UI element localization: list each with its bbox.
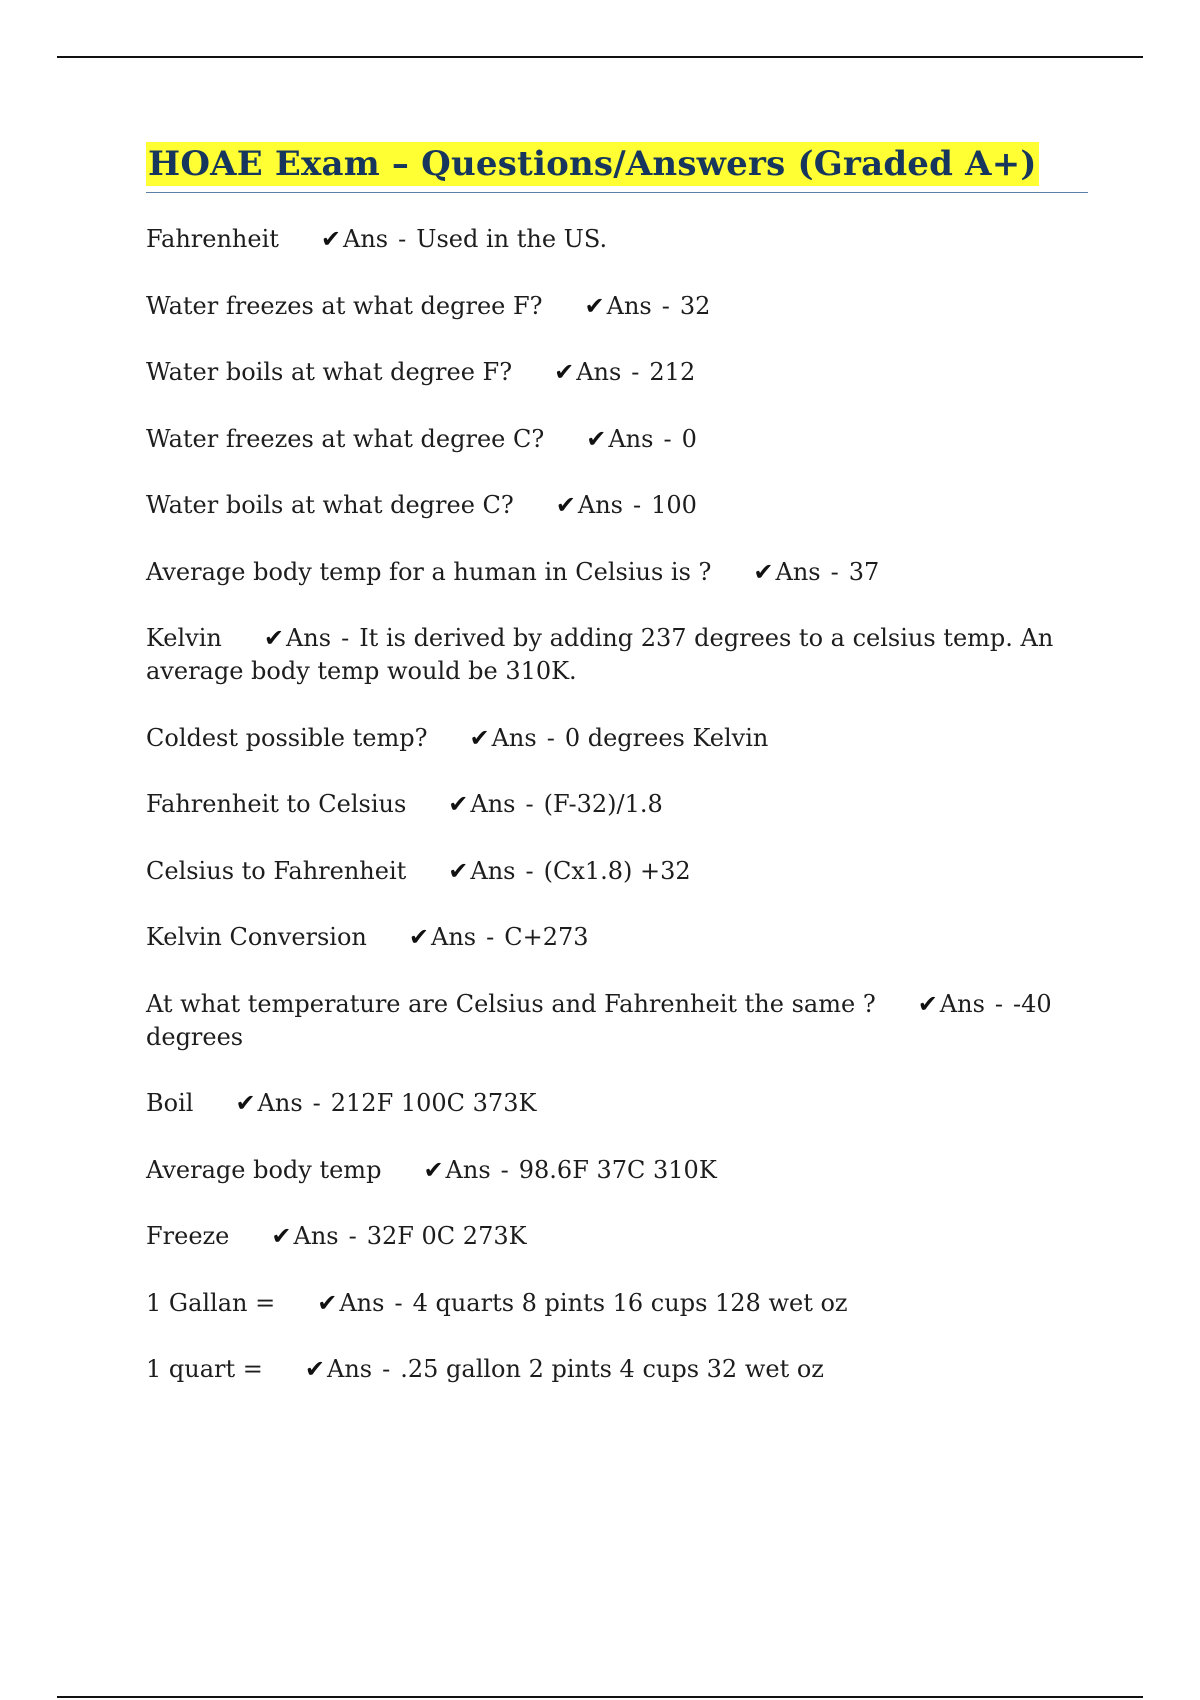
question-text: 1 quart = bbox=[146, 1355, 263, 1383]
check-icon: ✔ bbox=[263, 624, 284, 652]
answer-separator: - bbox=[348, 1222, 357, 1250]
answer-text: 212F 100C 373K bbox=[330, 1089, 537, 1117]
answer-separator: - bbox=[486, 923, 495, 951]
qa-item bbox=[146, 788, 1088, 821]
question-text: Kelvin bbox=[146, 624, 222, 652]
answer-text: 212 bbox=[649, 358, 696, 386]
answer-separator: - bbox=[663, 424, 672, 453]
question-text: Freeze bbox=[146, 1222, 230, 1250]
qa-item bbox=[146, 1353, 1088, 1386]
check-icon: ✔ bbox=[271, 1222, 292, 1250]
qa-item bbox=[146, 356, 1088, 389]
page-top-rule bbox=[57, 56, 1143, 58]
qa-item bbox=[146, 722, 1088, 755]
answer-text: (F-32)/1.8 bbox=[543, 790, 663, 818]
answer-label: Ans bbox=[445, 1155, 491, 1184]
answer-label: Ans bbox=[576, 358, 622, 386]
answer-separator: - bbox=[398, 225, 407, 253]
question-text: Water freezes at what degree C? bbox=[146, 424, 545, 453]
check-icon: ✔ bbox=[317, 1288, 338, 1317]
qa-item bbox=[146, 921, 1088, 954]
qa-item bbox=[146, 855, 1088, 888]
answer-separator: - bbox=[341, 624, 350, 652]
question-text: Celsius to Fahrenheit bbox=[146, 856, 407, 885]
answer-label: Ans bbox=[577, 491, 623, 519]
answer-label: Ans bbox=[470, 790, 516, 818]
check-icon: ✔ bbox=[235, 1089, 256, 1117]
answer-text: 100 bbox=[651, 491, 697, 519]
question-text: Boil bbox=[146, 1089, 194, 1117]
answer-separator: - bbox=[994, 989, 1004, 1018]
answer-separator: - bbox=[546, 723, 555, 752]
answer-text: It is derived by adding 237 degrees to a celsius temp. An average body temp would be 310K. bbox=[146, 624, 1054, 685]
answer-label: Ans bbox=[608, 424, 654, 453]
answer-label: Ans bbox=[327, 1355, 373, 1383]
question-text: Fahrenheit bbox=[146, 225, 279, 253]
answer-separator: - bbox=[830, 557, 839, 586]
answer-label: Ans bbox=[343, 225, 389, 253]
question-text: Kelvin Conversion bbox=[146, 923, 367, 951]
qa-item bbox=[146, 489, 1088, 522]
question-text: Water boils at what degree F? bbox=[146, 358, 513, 386]
document-body bbox=[146, 142, 1088, 1420]
answer-separator: - bbox=[631, 358, 640, 386]
answer-text: 37 bbox=[848, 557, 880, 586]
question-text: Average body temp bbox=[146, 1155, 382, 1184]
check-icon: ✔ bbox=[448, 790, 469, 818]
qa-list bbox=[146, 223, 1088, 1386]
answer-label: Ans bbox=[775, 557, 821, 586]
check-icon: ✔ bbox=[320, 225, 342, 253]
qa-item bbox=[146, 1220, 1088, 1253]
answer-label: Ans bbox=[285, 624, 332, 652]
question-text: Water freezes at what degree F? bbox=[146, 291, 543, 320]
answer-label: Ans bbox=[470, 856, 516, 885]
answer-text: (Cx1.8) +32 bbox=[543, 856, 691, 885]
qa-item bbox=[146, 556, 1088, 589]
answer-text: Used in the US. bbox=[416, 225, 608, 253]
document-title: HOAE Exam – Questions/Answers (Graded A+) bbox=[148, 144, 1037, 184]
answer-separator: - bbox=[500, 1155, 509, 1184]
answer-label: Ans bbox=[257, 1089, 303, 1117]
answer-separator: - bbox=[312, 1089, 321, 1117]
check-icon: ✔ bbox=[423, 1155, 444, 1184]
check-icon: ✔ bbox=[584, 291, 605, 320]
answer-text: -40 degrees bbox=[146, 989, 1052, 1051]
check-icon: ✔ bbox=[469, 723, 490, 752]
answer-label: Ans bbox=[939, 989, 985, 1018]
question-text: Average body temp for a human in Celsius is ? bbox=[146, 557, 712, 586]
answer-text: 98.6F 37C 310K bbox=[518, 1155, 717, 1184]
qa-item bbox=[146, 223, 1088, 256]
question-text: Fahrenheit to Celsius bbox=[146, 790, 407, 818]
check-icon: ✔ bbox=[554, 358, 575, 386]
answer-text: 0 degrees Kelvin bbox=[564, 723, 769, 752]
answer-label: Ans bbox=[431, 923, 477, 951]
qa-item bbox=[146, 622, 1088, 688]
answer-text: 32F 0C 273K bbox=[366, 1222, 527, 1250]
qa-item bbox=[146, 1287, 1088, 1320]
qa-item bbox=[146, 988, 1088, 1054]
qa-item bbox=[146, 423, 1088, 456]
question-text: 1 Gallan = bbox=[146, 1288, 276, 1317]
qa-item bbox=[146, 290, 1088, 323]
check-icon: ✔ bbox=[917, 989, 938, 1018]
answer-label: Ans bbox=[606, 291, 652, 320]
answer-text: 32 bbox=[679, 291, 711, 320]
check-icon: ✔ bbox=[586, 424, 607, 453]
qa-item bbox=[146, 1154, 1088, 1187]
check-icon: ✔ bbox=[753, 557, 774, 586]
answer-separator: - bbox=[525, 856, 534, 885]
answer-label: Ans bbox=[491, 723, 537, 752]
answer-separator: - bbox=[661, 291, 670, 320]
question-text: Water boils at what degree C? bbox=[146, 491, 514, 519]
page-bottom-rule bbox=[57, 1696, 1143, 1698]
answer-separator: - bbox=[382, 1355, 391, 1383]
check-icon: ✔ bbox=[448, 856, 469, 885]
title-block bbox=[146, 142, 1088, 193]
answer-label: Ans bbox=[339, 1288, 385, 1317]
answer-separator: - bbox=[525, 790, 534, 818]
answer-text: 0 bbox=[681, 424, 697, 453]
answer-text: 4 quarts 8 pints 16 cups 128 wet oz bbox=[412, 1288, 848, 1317]
answer-label: Ans bbox=[293, 1222, 339, 1250]
check-icon: ✔ bbox=[408, 923, 429, 951]
answer-text: .25 gallon 2 pints 4 cups 32 wet oz bbox=[400, 1355, 824, 1383]
answer-text: C+273 bbox=[504, 923, 589, 951]
question-text: Coldest possible temp? bbox=[146, 723, 428, 752]
question-text: At what temperature are Celsius and Fahrenheit the same ? bbox=[146, 989, 876, 1018]
check-icon: ✔ bbox=[555, 491, 576, 519]
check-icon: ✔ bbox=[304, 1355, 325, 1383]
answer-separator: - bbox=[394, 1288, 403, 1317]
qa-item bbox=[146, 1087, 1088, 1120]
answer-separator: - bbox=[633, 491, 642, 519]
